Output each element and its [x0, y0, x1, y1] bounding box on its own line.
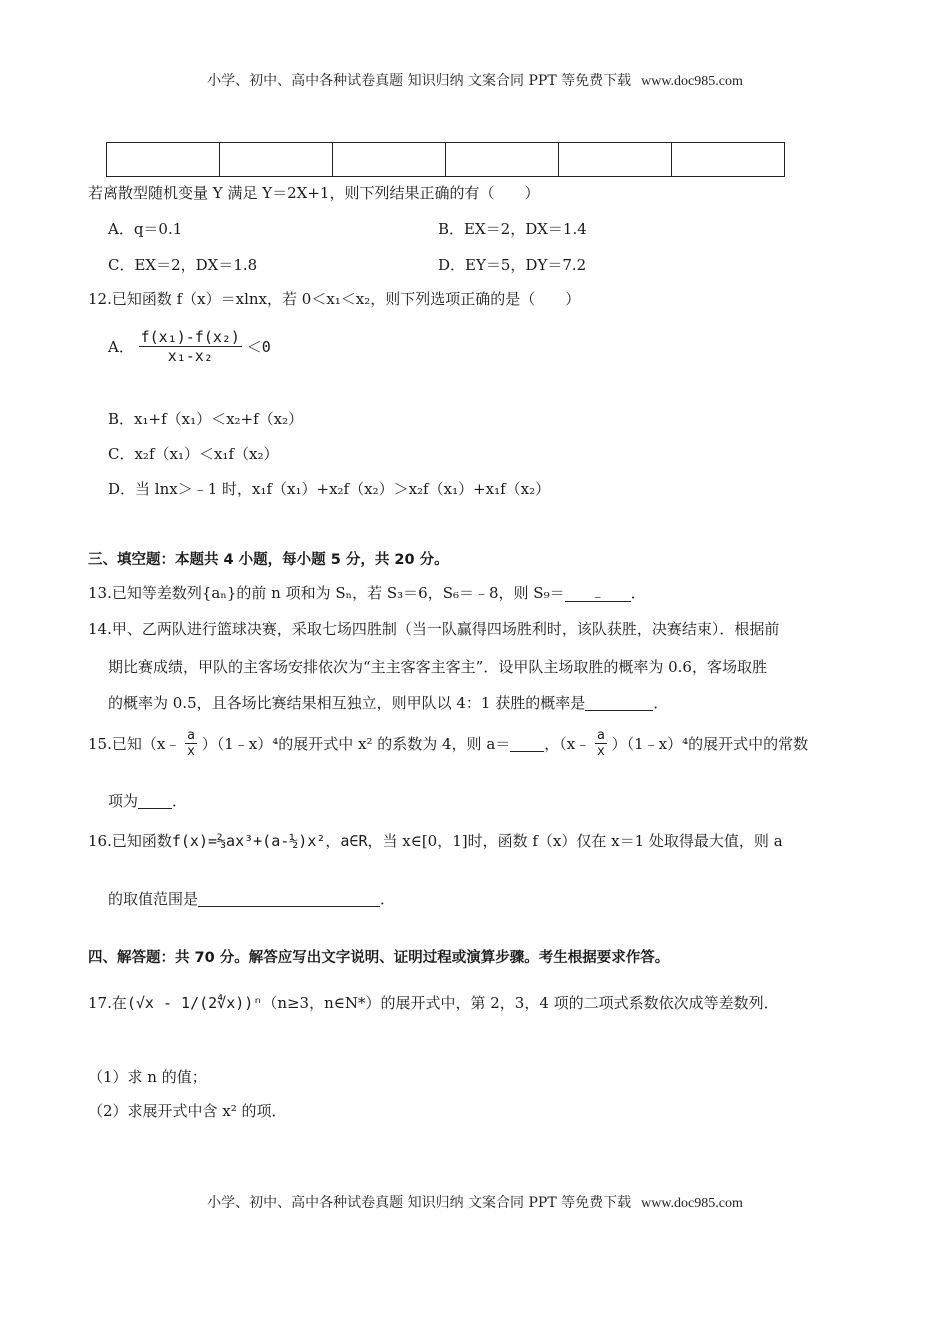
table-cell	[333, 143, 446, 177]
header-text: 小学、初中、高中各种试卷真题 知识归纳 文案合同 PPT 等免费下载	[207, 73, 632, 89]
q15-part-1: 15.已知（x﹣	[88, 735, 181, 753]
q14-line-2: 期比赛成绩，甲队的主客场安排依次为“主主客客主客主”．设甲队主场取胜的概率为 0.6，客场取胜	[108, 658, 767, 676]
q14-answer-blank	[585, 694, 653, 711]
q16-part-1: 16.已知函数	[88, 832, 172, 850]
q11-option-b: B．EX＝2，DX＝1.4	[438, 220, 587, 238]
q15-answer-blank-const	[138, 792, 172, 809]
fraction-numerator: a	[597, 728, 605, 743]
fraction-numerator: a	[187, 728, 195, 743]
q17-formula: (√x - 1/(2∜x))ⁿ	[126, 994, 263, 1012]
q17-part-1: 17.在	[88, 994, 127, 1012]
page-footer	[0, 1192, 950, 1212]
q15-fraction-2	[595, 728, 607, 759]
q15-answer-blank-a	[510, 735, 544, 752]
table-cell	[672, 143, 785, 177]
q15-end: ．	[172, 792, 188, 810]
q13-text: 13.已知等差数列{aₙ}的前 n 项和为 Sₙ，若 S₃＝6，S₆＝﹣8，则 S₉＝	[88, 584, 565, 602]
page-header	[0, 70, 950, 90]
q16-line-2-text: 的取值范围是	[108, 890, 199, 908]
footer-text: 小学、初中、高中各种试卷真题 知识归纳 文案合同 PPT 等免费下载	[207, 1195, 632, 1211]
q12-option-a-fraction	[139, 328, 242, 365]
q17-sub-2: （2）求展开式中含 x² 的项．	[88, 1102, 287, 1120]
q14-line-3	[108, 692, 668, 713]
header-site: www.doc985.com	[641, 74, 743, 89]
q15-line-1	[88, 728, 808, 759]
q16-answer-blank	[198, 890, 380, 907]
q11-option-a: A．q＝0.1	[108, 220, 183, 238]
q17-sub-1: （1）求 n 的值；	[88, 1068, 207, 1086]
q14-line-1: 14.甲、乙两队进行篮球决赛，采取七场四胜制（当一队赢得四场胜利时，该队获胜，决赛结束）．根据前	[88, 620, 780, 638]
distribution-table	[106, 142, 785, 177]
q15-fraction-1	[185, 728, 197, 759]
q17-part-2: （n≥3，n∈N*）的展开式中，第 2，3，4 项的二项式系数依次成等差数列．	[262, 994, 779, 1012]
section-3-title: 三、填空题：本题共 4 小题，每小题 5 分，共 20 分。	[88, 552, 449, 568]
q12-option-c: C．x₂f（x₁）＜x₁f（x₂）	[108, 445, 279, 463]
q17-line-1	[88, 992, 779, 1013]
q13-answer-blank: ﹣	[565, 585, 631, 602]
q13	[88, 582, 646, 603]
q15-line-2	[108, 790, 187, 811]
q13-end: ．	[630, 584, 646, 602]
footer-site: www.doc985.com	[641, 1196, 743, 1211]
fraction-denominator: x₁-x₂	[167, 347, 213, 365]
q12-option-d: D．当 lnx＞﹣1 时，x₁f（x₁）+x₂f（x₂）＞x₂f（x₁）+x₁f（x₂）	[108, 480, 551, 498]
q12-option-a-label: A．	[108, 338, 134, 356]
table-cell	[559, 143, 672, 177]
fraction-numerator: f(x₁)-f(x₂)	[140, 328, 240, 346]
q15-part-4: ）（1﹣x）⁴的展开式中的常数	[611, 735, 809, 753]
section-4-title: 四、解答题：共 70 分。解答应写出文字说明、证明过程或演算步骤。考生根据要求作答。	[88, 950, 670, 966]
q15-part-3: ，（x﹣	[544, 735, 591, 753]
q12-option-b: B．x₁+f（x₁）＜x₂+f（x₂）	[108, 410, 304, 428]
table-cell	[220, 143, 333, 177]
q15-part-2: ）（1﹣x）⁴的展开式中 x² 的系数为 4，则 a＝	[201, 735, 511, 753]
q14-line-3-text: 的概率为 0.5，且各场比赛结果相互独立，则甲队以 4：1 获胜的概率是	[108, 694, 586, 712]
table-cell	[446, 143, 559, 177]
table-cell	[107, 143, 220, 177]
q11-option-c: C．EX＝2，DX＝1.8	[108, 256, 258, 274]
q16-end: ．	[380, 890, 396, 908]
q12-option-a-relation: ＜0	[246, 338, 271, 356]
q16-line-1	[88, 830, 783, 851]
q12-stem: 12.已知函数 f（x）＝xlnx，若 0＜x₁＜x₂，则下列选项正确的是（ ）	[88, 290, 581, 308]
q16-line-2	[108, 888, 395, 909]
q15-line-2-text: 项为	[108, 792, 139, 810]
q16-part-2: ，当 x∈[0，1]时，函数 f（x）仅在 x＝1 处取得最大值，则 a	[367, 832, 783, 850]
fraction-denominator: x	[597, 744, 605, 759]
q16-formula: f(x)=⅔ax³+(a-½)x²，a∈R	[171, 832, 368, 850]
q11-option-d: D．EY＝5，DY＝7.2	[438, 256, 587, 274]
q14-end: ．	[653, 694, 669, 712]
q12-option-a	[108, 328, 271, 365]
fraction-denominator: x	[187, 744, 195, 759]
q11-stem: 若离散型随机变量 Y 满足 Y＝2X+1，则下列结果正确的有（ ）	[88, 184, 540, 202]
